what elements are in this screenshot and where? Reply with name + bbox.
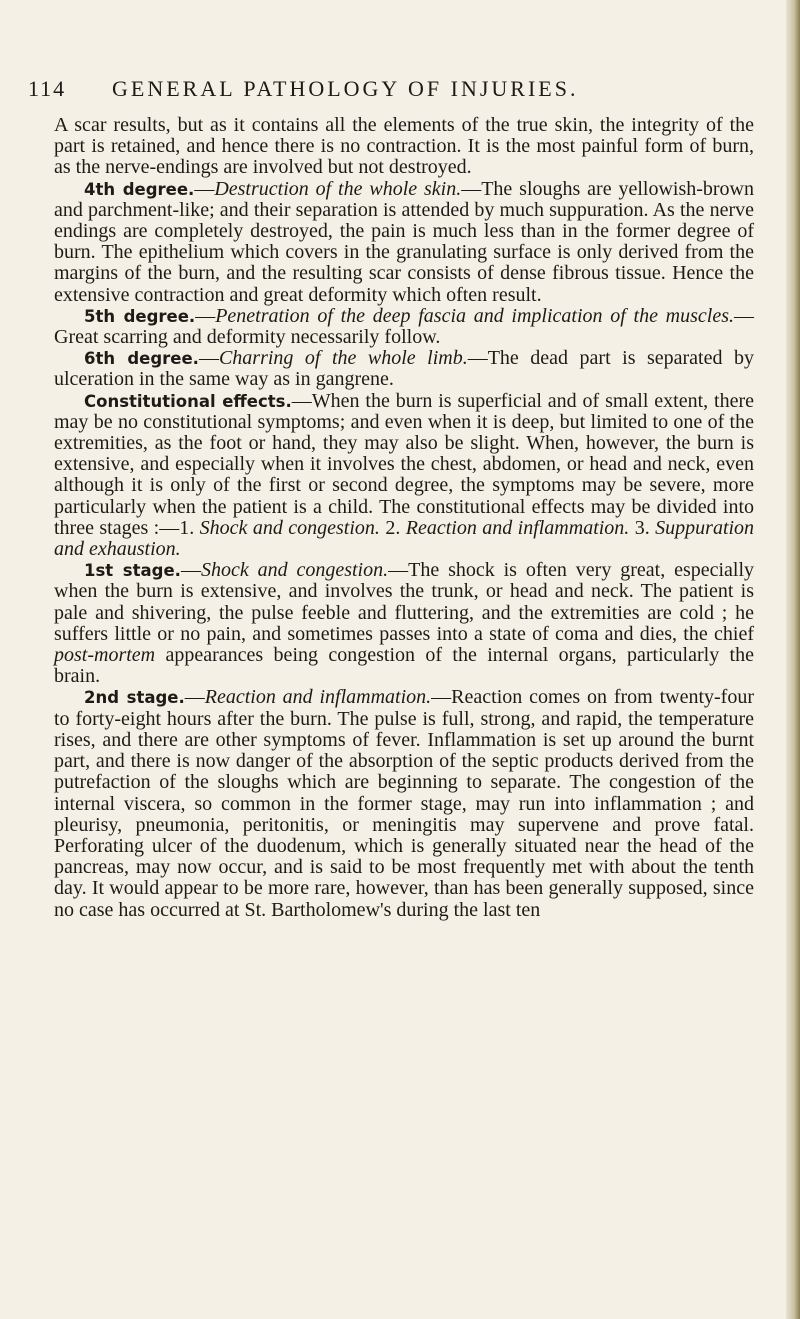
paragraph-2nd-stage: 2nd stage.—Reaction and inflammation.—Reaction comes on from twenty-four to forty-eight hours after the burn. The pulse is full, strong, and rapid, the temperature rises, and there are other symptoms of fever. Inflammation is set up around the burnt part, and there is now danger of the absorption of the septic products derived from the putrefaction of the sloughs which are beginning to separate. The congestion of the internal viscera, so common in the former stage, may run into inflammation ; and pleurisy, pneumonia, peritonitis, or meningitis may supervene and prove fatal. Perforating ulcer of the duodenum, which is generally situated near the head of the pancreas, may now occur, and is said to be most frequently met with about the tenth day. It would appear to be more rare, however, than has been generally supposed, since no case has occurred at St. Bartholomew's during the last ten <box>54 686 754 921</box>
page-header <box>28 76 768 106</box>
section-heading: 6th degree. <box>84 349 199 369</box>
stage-number: 2. <box>385 516 401 539</box>
paragraph-6th-degree: 6th degree.—Charring of the whole limb.—The dead part is separated by ulceration in the same way as in gangrene. <box>54 347 754 391</box>
section-heading: 2nd stage. <box>84 688 185 708</box>
paragraph-constitutional-effects: Constitutional effects.—When the burn is superficial and of small extent, there may be no constitutional symptoms; and even when it is deep, but limited to one of the extremities, as the foot or hand, they may also be slight. When, however, the burn is extensive, and especially when it involves the chest, abdomen, or head and neck, even although it is only of the first or second degree, the symptoms may be severe, more particularly when the patient is a child. The constitutional effects may be divided into three stages :—1. Shock and congestion. 2. Reaction and inflammation. 3. Suppuration and exhaustion. <box>54 389 755 561</box>
section-heading: 1st stage. <box>84 561 181 581</box>
section-subtitle: Penetration of the deep fascia and implication of the muscles. <box>215 304 734 327</box>
section-heading: Constitutional effects. <box>84 391 292 411</box>
page-number: 114 <box>28 76 67 101</box>
stage-label: Suppuration and exhaustion. <box>54 516 755 561</box>
paragraph-body: When the burn is superficial and of small extent, there may be no constitutional symptoms; and even when it is deep, but limited to one of the extremities, as the foot or hand, they may also be slight. When, however, the burn is extensive, and especially when it involves the chest, abdomen, or head and neck, even although it is only of the first or second degree, the symptoms may be severe, more particularly when the patient is a child. The constitutional effects may be divided into three stages : <box>54 389 755 539</box>
running-title: GENERAL PATHOLOGY OF INJURIES. <box>112 76 579 101</box>
paragraph-4th-degree: 4th degree.—Destruction of the whole skin.—The sloughs are yellowish-brown and parchment-like; and their separation is attended by much suppuration. As the nerve endings are completely destroyed, the pain is much less than in the former degree of burn. The epithelium which covers in the granulating surface is only derived from the margins of the burn, and the resulting scar consists of dense fibrous tissue. Hence the extensive contraction and great deformity which often result. <box>54 177 754 306</box>
section-subtitle: Destruction of the whole skin. <box>214 177 462 200</box>
section-heading: 4th degree. <box>84 179 195 199</box>
section-subtitle: Shock and congestion. <box>200 559 389 582</box>
section-subtitle: Reaction and inflammation. <box>204 686 432 709</box>
paragraph-continuation <box>54 115 754 179</box>
paragraph-body: Great scarring and deformity necessarily follow. <box>54 326 441 349</box>
stage-number: 1. <box>179 516 195 539</box>
body-text <box>54 115 754 921</box>
paragraph-body: The dead part is separated by ulceration in the same way as in gangrene. <box>54 347 754 391</box>
paragraph-1st-stage: 1st stage.—Shock and congestion.—The shock is often very great, especially when the burn is extensive, and involves the trunk, or head and neck. The patient is pale and shivering, the pulse feeble and fluttering, and the extremities are cold ; he suffers little or no pain, and sometimes passes into a state of coma and dies, the chief post-mortem appearances being congestion of the internal organs, particularly the brain. <box>54 559 755 688</box>
stage-number: 3. <box>634 516 650 539</box>
paragraph-body: A scar results, but as it contains all the elements of the true skin, the integrity of the part is retained, and hence there is no contraction. It is the most painful form of burn, as the nerve-endings are involved but not destroyed. <box>54 114 754 179</box>
paragraph-body: The sloughs are yellowish-brown and parchment-like; and their separation is attended by much suppuration. As the nerve endings are completely destroyed, the pain is much less than in the former degree of burn. The epithelium which covers in the granulating surface is only derived from the margins of the burn, and the resulting scar consists of dense fibrous tissue. Hence the extensive contraction and great deformity which often result. <box>54 177 754 306</box>
paragraph-body: appearances being congestion of the internal organs, particularly the brain. <box>54 644 754 688</box>
paragraph-5th-degree: 5th degree.—Penetration of the deep fascia and implication of the muscles.—Great scarring and deformity necessarily follow. <box>54 304 754 349</box>
paragraph-body: Reaction comes on from twenty-four to forty-eight hours after the burn. The pulse is full, strong, and rapid, the temperature rises, and there are other symptoms of fever. Inflammation is set up around the burnt part, and there is now danger of the absorption of the septic products derived from the putrefaction of the sloughs which are beginning to separate. The congestion of the internal viscera, so common in the former stage, may run into inflammation ; and pleurisy, pneumonia, peritonitis, or meningitis may supervene and prove fatal. Perforating ulcer of the duodenum, which is generally situated near the head of the pancreas, may now occur, and is said to be most frequently met with about the tenth day. It would appear to be more rare, however, than has been generally supposed, since no case has occurred at St. Bartholomew's during the last ten <box>54 686 754 921</box>
page-edge <box>786 0 800 1319</box>
paragraph-body: The shock is often very great, especially when the burn is extensive, and involves the trunk, or head and neck. The patient is pale and shivering, the pulse feeble and fluttering, and the extremities are cold ; he suffers little or no pain, and sometimes passes into a state of coma and dies, the chief <box>54 559 755 645</box>
section-subtitle: Charring of the whole limb. <box>218 347 468 370</box>
stage-label: Shock and congestion. <box>199 516 380 539</box>
section-heading: 5th degree. <box>84 306 196 326</box>
italic-term: post-mortem <box>54 644 156 667</box>
stage-label: Reaction and inflammation. <box>405 516 630 539</box>
